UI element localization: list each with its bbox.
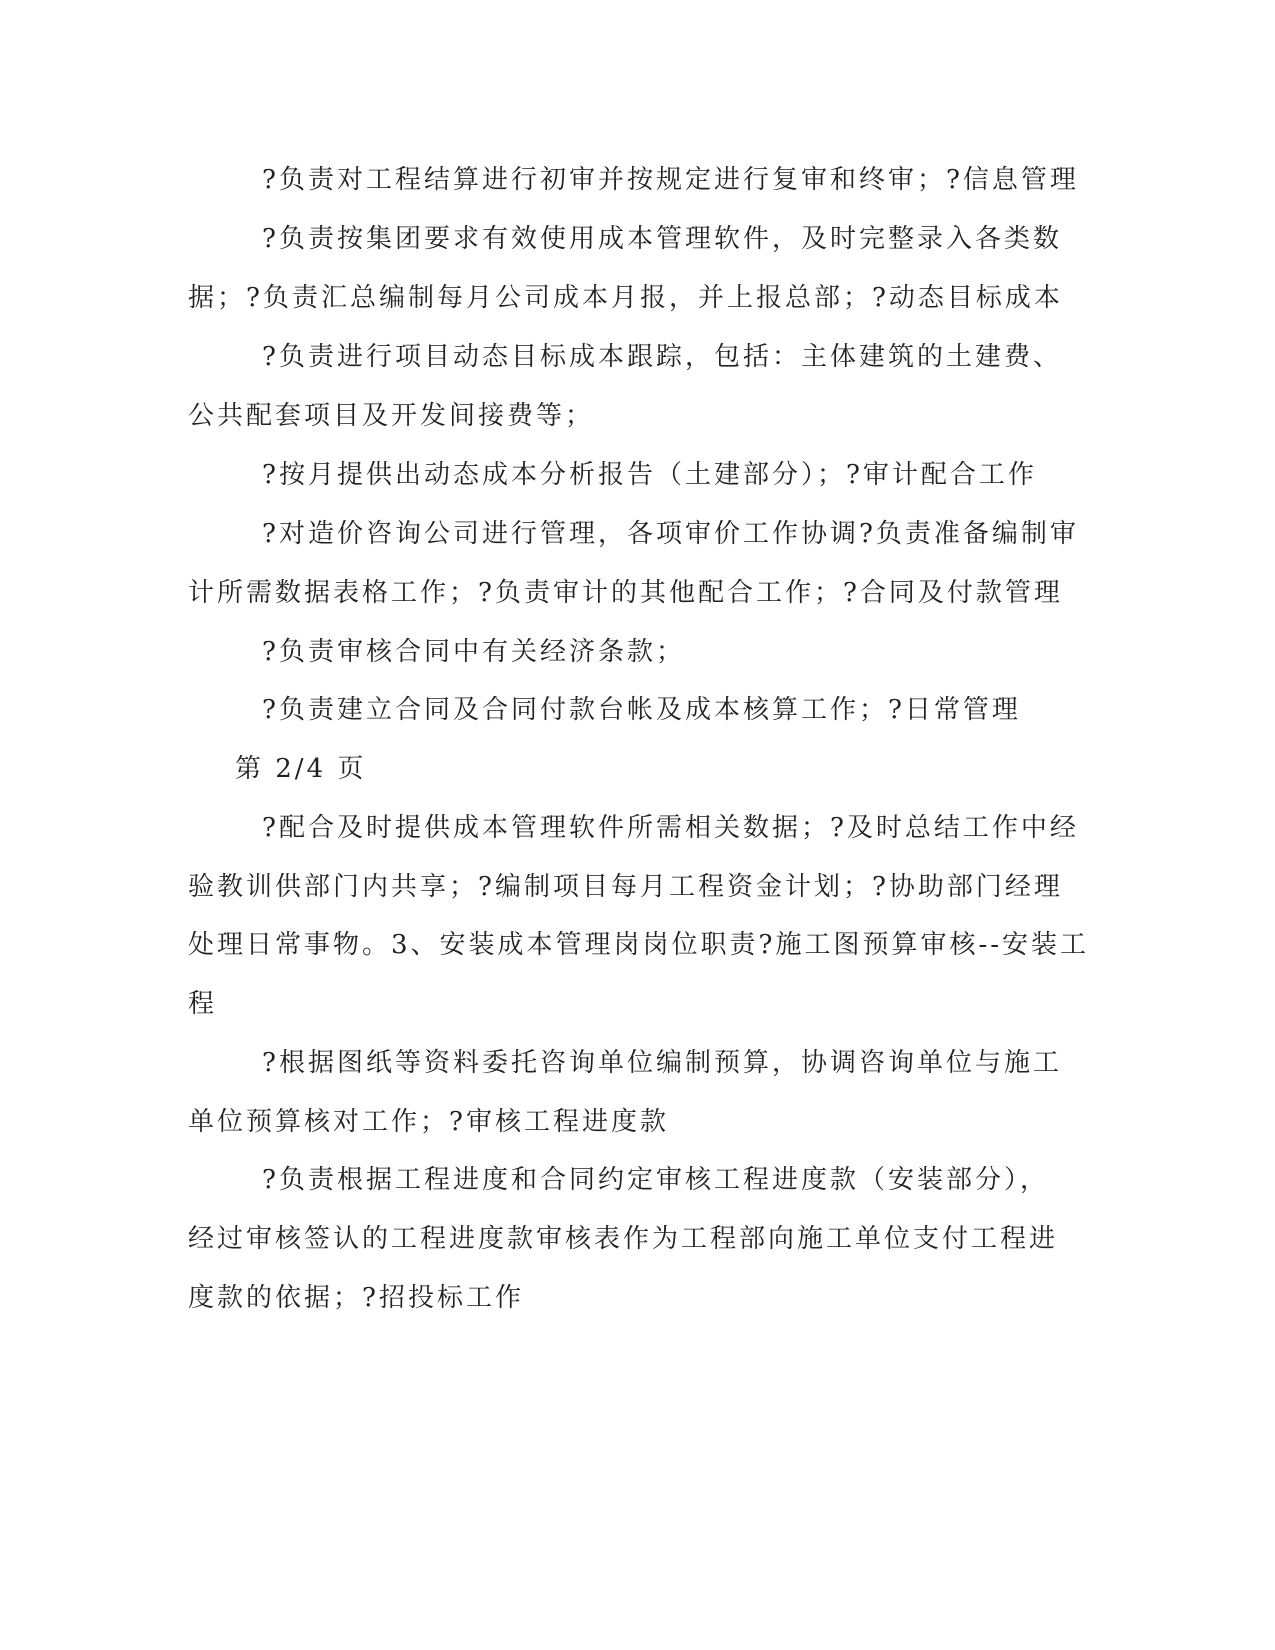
text-line: ?负责进行项目动态目标成本跟踪，包括：主体建筑的土建费、 bbox=[262, 342, 1062, 372]
text-line: ?负责建立合同及合同付款台帐及成本核算工作；?日常管理 bbox=[262, 695, 1021, 725]
text-line: ?按月提供出动态成本分析报告（土建部分）；?审计配合工作 bbox=[262, 460, 1037, 490]
text-line: ?负责根据工程进度和合同约定审核工程进度款（安装部分）， bbox=[262, 1165, 1049, 1195]
text-line: ?负责审核合同中有关经济条款； bbox=[262, 637, 685, 667]
text-line: ?配合及时提供成本管理软件所需相关数据；?及时总结工作中经 bbox=[262, 813, 1079, 843]
text-line: 计所需数据表格工作；?负责审计的其他配合工作；?合同及付款管理 bbox=[188, 578, 1063, 608]
text-line: 经过审核签认的工程进度款审核表作为工程部向施工单位支付工程进 bbox=[188, 1224, 1059, 1254]
text-line: ?负责对工程结算进行初审并按规定进行复审和终审；?信息管理 bbox=[262, 165, 1079, 195]
text-line: ?负责按集团要求有效使用成本管理软件，及时完整录入各类数 bbox=[262, 224, 1062, 254]
text-line: 单位预算核对工作；?审核工程进度款 bbox=[188, 1107, 669, 1137]
text-line: 度款的依据；?招投标工作 bbox=[188, 1283, 524, 1313]
text-line: 程 bbox=[188, 989, 218, 1019]
text-line: 验教训供部门内共享；?编制项目每月工程资金计划；?协助部门经理 bbox=[188, 872, 1063, 902]
text-line: 据；?负责汇总编制每月公司成本月报，并上报总部；?动态目标成本 bbox=[188, 283, 1063, 313]
page-number: 第 2/4 页 bbox=[235, 754, 367, 784]
text-line: ?对造价咨询公司进行管理，各项审价工作协调?负责准备编制审 bbox=[262, 519, 1079, 549]
text-line: ?根据图纸等资料委托咨询单位编制预算，协调咨询单位与施工 bbox=[262, 1048, 1062, 1078]
text-line: 公共配套项目及开发间接费等； bbox=[188, 401, 595, 431]
text-line: 处理日常事物。3、安装成本管理岗岗位职责?施工图预算审核--安装工 bbox=[188, 930, 1090, 960]
